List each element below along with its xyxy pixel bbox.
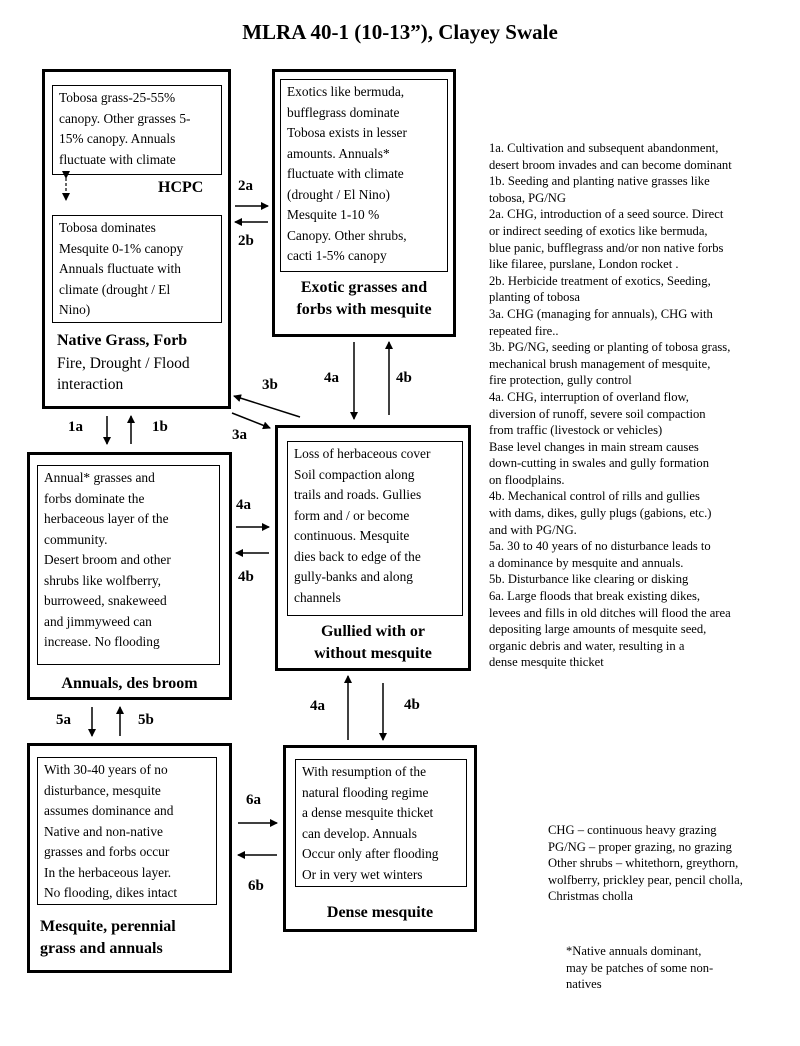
label-3b: 3b xyxy=(262,377,278,393)
label-5b: 5b xyxy=(138,712,154,728)
arrow-3b xyxy=(234,396,300,417)
label-2a: 2a xyxy=(238,178,253,194)
label-4a-top: 4a xyxy=(324,370,339,386)
label-1a: 1a xyxy=(68,419,83,435)
abbreviation-legend: CHG – continuous heavy grazing PG/NG – proper grazing, no grazing Other shrubs – whitethorn, greythorn, wolfberry, prickley pear, pencil cholla, Christmas cholla xyxy=(548,823,743,904)
transition-legend: 1a. Cultivation and subsequent abandonment, desert broom invades and can become dominant 1b. Seeding and planting native grasses like tobosa, PG/NG 2a. CHG, introduction of a seed source. Direct or indirect seeding of exotics like bermuda, blue panic, bufflegrass and/or non native forbs like filaree, purslane, London rocket . 2b. Herbicide treatment of exotics, Seeding, planting of tobosa 3a. CHG (managing for annuals), CHG with repeated fire.. 3b. PG/NG, seeding or planting of tobosa grass, mechanical brush management of mesquite, fire protection, gully control 4a. CHG, interruption of overland flow, diversion of runoff, severe soil compaction from traffic (livestock or vehicles) Base level changes in main stream causes down-cutting in swales and gully formation on floodplains. 4b. Mechanical control of rills and gullies with dams, dikes, gully plugs (gabions, etc.) and with PG/NG. 5a. 30 to 40 years of no disturbance leads to a dominance by mesquite and annuals. 5b. Disturbance like clearing or disking 6a. Large floods that break existing dikes, levees and fills in old ditches will flood the area depositing large amounts of mesquite seed, organic debris and water, resulting in a dense mesquite thicket xyxy=(489,141,732,670)
label-6b: 6b xyxy=(248,878,264,894)
label-4b-low: 4b xyxy=(404,697,420,713)
exotic-state-name: Exotic grasses and forbs with mesquite xyxy=(296,279,432,318)
native-state-name: Native Grass, Forb xyxy=(57,332,188,349)
label-4b-top: 4b xyxy=(396,370,412,386)
annuals-state-name: Annuals, des broom xyxy=(61,675,198,692)
label-6a: 6a xyxy=(246,792,261,808)
page-title: MLRA 40-1 (10-13”), Clayey Swale xyxy=(242,20,558,44)
mesquite-perennial-phase-text: With 30-40 years of no disturbance, mesquite assumes dominance and Native and non-native grasses and forbs occur In the herbaceous layer. No flooding, dikes intact xyxy=(37,757,217,905)
gullied-state-name: Gullied with or without mesquite xyxy=(314,623,432,662)
label-1b: 1b xyxy=(152,419,168,435)
annuals-footnote: *Native annuals dominant, may be patches of some non- natives xyxy=(566,944,714,992)
dense-mesquite-phase-text: With resumption of the natural flooding regime a dense mesquite thicket can develop. Annuals Occur only after flooding Or in very wet winters xyxy=(295,759,467,887)
label-3a: 3a xyxy=(232,427,247,443)
native-phase-tobosa-dominates: Tobosa dominates Mesquite 0-1% canopy Annuals fluctuate with climate (drought / El Nino) xyxy=(52,215,222,323)
dense-mesquite-state-name: Dense mesquite xyxy=(326,904,434,921)
arrow-3a xyxy=(232,413,270,428)
label-4a-low: 4a xyxy=(310,698,325,714)
label-4b-mid: 4b xyxy=(238,569,254,585)
label-2b: 2b xyxy=(238,233,254,249)
native-state-note: Fire, Drought / Flood interaction xyxy=(57,355,190,393)
annuals-phase-text: Annual* grasses and forbs dominate the herbaceous layer of the community. Desert broom and other shrubs like wolfberry, burroweed, snakeweed and jimmyweed can increase. No flooding xyxy=(37,465,220,665)
label-5a: 5a xyxy=(56,712,71,728)
gullied-phase-text: Loss of herbaceous cover Soil compaction along trails and roads. Gullies form and / or become continuous. Mesquite dies back to edge of the gully-banks and along channels xyxy=(287,441,463,616)
mesquite-perennial-state-name: Mesquite, perennial grass and annuals xyxy=(40,918,176,957)
hcpc-label: HCPC xyxy=(158,179,204,196)
native-phase-tobosa-canopy: Tobosa grass-25-55% canopy. Other grasses 5- 15% canopy. Annuals fluctuate with climate xyxy=(52,85,222,175)
exotic-phase-text: Exotics like bermuda, bufflegrass dominate Tobosa exists in lesser amounts. Annuals* fluctuate with climate (drought / El Nino) Mesquite 1-10 % Canopy. Other shrubs, cacti 1-5% canopy xyxy=(280,79,448,272)
label-4a-mid: 4a xyxy=(236,497,251,513)
